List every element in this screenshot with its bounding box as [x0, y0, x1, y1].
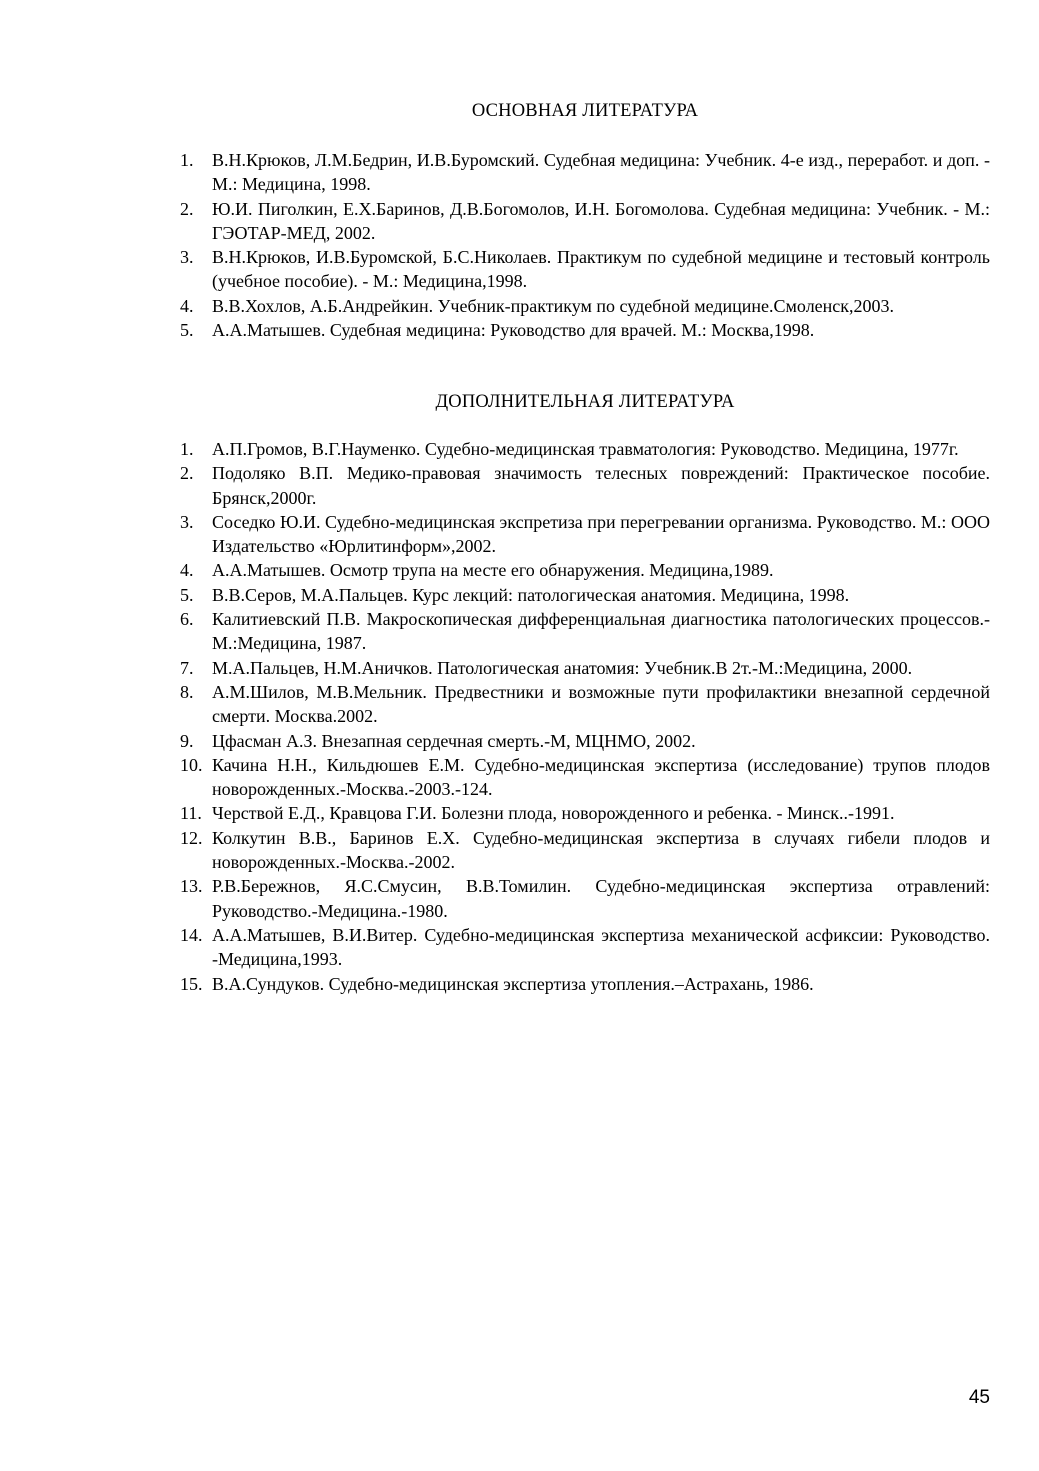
item-text: А.М.Шилов, М.В.Мельник. Предвестники и возможные пути профилактики внезапной сердечной смерти. Москва.2002.: [212, 681, 990, 727]
item-number: 15.: [180, 973, 203, 994]
item-number: 10.: [180, 754, 203, 775]
item-number: 11.: [180, 803, 202, 824]
list-item: [180, 294, 990, 318]
list-item: [180, 607, 990, 656]
item-number: 14.: [180, 924, 203, 945]
list-item: [180, 197, 990, 246]
item-number: 2.: [180, 198, 194, 219]
item-number: 3.: [180, 247, 194, 268]
item-number: 1.: [180, 439, 194, 459]
item-text: А.А.Матышев, В.И.Витер. Судебно-медицинская экспертиза механической асфиксии: Руководство. -Медицина,1993.: [212, 924, 990, 970]
list-item: [180, 583, 990, 607]
item-text: В.Н.Крюков, И.В.Буромской, Б.С.Николаев. Практикум по судебной медицине и тестовый контроль (учебное пособие). - М.: Медицина,1998.: [212, 247, 990, 292]
additional-literature-list: [180, 437, 990, 996]
main-literature-heading: ОСНОВНАЯ ЛИТЕРАТУРА: [471, 101, 699, 121]
list-item: [180, 510, 990, 559]
item-text: А.А.Матышев. Осмотр трупа на месте его обнаружения. Медицина,1989.: [212, 560, 774, 581]
list-item: [180, 680, 990, 729]
item-text: Качина Н.Н., Кильдюшев Е.М. Судебно-медицинская экспертиза (исследование) трупов плодов новорожденных.-Москва.-2003.-124.: [212, 754, 990, 800]
item-number: 3.: [180, 511, 194, 532]
list-item: [180, 923, 990, 972]
list-item: [180, 245, 990, 294]
list-item: [180, 148, 990, 197]
item-text: Соседко Ю.И. Судебно-медицинская экспретиза при перегревании организма. Руководство. М.: ООО Издательство «Юрлитинформ»,2002.: [212, 511, 990, 557]
list-item: [180, 753, 990, 802]
list-item: [180, 801, 990, 825]
item-text: В.Н.Крюков, Л.М.Бедрин, И.В.Буромский. Судебная медицина: Учебник. 4-е изд., переработ. и доп. - М.: Медицина, 1998.: [212, 150, 990, 195]
item-number: 6.: [180, 609, 194, 630]
main-literature-list: [180, 148, 990, 342]
item-text: Р.В.Бережнов, Я.С.Смусин, В.В.Томилин. Судебно-медицинская экспертиза отравлений: Руководство.-Медицина.-1980.: [212, 876, 990, 921]
list-item: [180, 656, 990, 680]
item-number: 5.: [180, 320, 194, 341]
item-text: М.А.Пальцев, Н.М.Аничков. Патологическая анатомия: Учебник.В 2т.-М.:Медицина, 2000.: [212, 657, 913, 678]
item-number: 7.: [180, 657, 194, 678]
item-text: В.А.Сундуков. Судебно-медицинская экспертиза утопления.–Астрахань, 1986.: [212, 973, 814, 994]
additional-literature-heading: ДОПОЛНИТЕЛЬНАЯ ЛИТЕРАТУРА: [435, 392, 735, 412]
list-item: [180, 826, 990, 875]
list-item: [180, 461, 990, 510]
list-item: [180, 437, 990, 461]
item-text: Ю.И. Пиголкин, Е.Х.Баринов, Д.В.Богомолов, И.Н. Богомолова. Судебная медицина: Учебник. - М.: ГЭОТАР-МЕД, 2002.: [212, 198, 990, 243]
item-text: Калитиевский П.В. Макроскопическая дифференциальная диагностика патологических процессов.- М.:Медицина, 1987.: [212, 609, 990, 654]
item-text: В.В.Серов, М.А.Пальцев. Курс лекций: патологическая анатомия. Медицина, 1998.: [212, 584, 850, 605]
item-text: Цфасман А.З. Внезапная сердечная смерть.-М, МЦНМО, 2002.: [212, 730, 696, 751]
page-number: 45: [968, 1387, 990, 1408]
item-number: 1.: [180, 150, 194, 170]
item-number: 13.: [180, 876, 203, 897]
item-number: 9.: [180, 730, 194, 751]
list-item: [180, 558, 990, 582]
item-number: 2.: [180, 463, 194, 484]
item-text: В.В.Хохлов, А.Б.Андрейкин. Учебник-практикум по судебной медицине.Смоленск,2003.: [212, 295, 895, 316]
item-text: Колкутин В.В., Баринов Е.Х. Судебно-медицинская экспертиза в случаях гибели плодов и новорожденных.-Москва.-2002.: [212, 827, 990, 873]
item-number: 12.: [180, 827, 203, 848]
item-number: 4.: [180, 560, 194, 581]
item-number: 4.: [180, 295, 194, 316]
item-text: А.А.Матышев. Судебная медицина: Руководство для врачей. М.: Москва,1998.: [212, 320, 815, 341]
list-item: [180, 874, 990, 923]
item-text: Черствой Е.Д., Кравцова Г.И. Болезни плода, новорожденного и ребенка. - Минск..-1991.: [212, 803, 895, 824]
list-item: [180, 318, 990, 342]
item-number: 8.: [180, 681, 194, 702]
list-item: [180, 972, 990, 996]
item-number: 5.: [180, 584, 194, 605]
list-item: [180, 729, 990, 753]
item-text: А.П.Громов, В.Г.Науменко. Судебно-медицинская травматология: Руководство. Медицина, 1977г.: [212, 439, 959, 459]
item-text: Подоляко В.П. Медико-правовая значимость телесных повреждений: Практическое пособие. Брянск,2000г.: [212, 463, 990, 508]
